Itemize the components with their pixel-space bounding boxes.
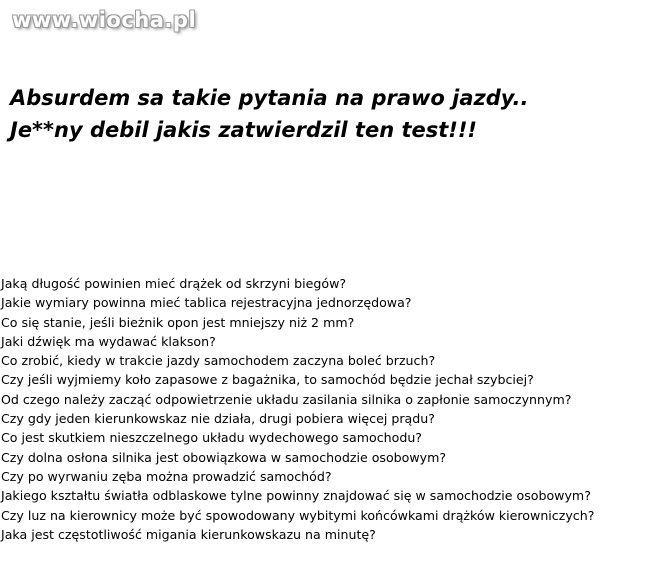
question-list [1,274,594,544]
question-item: Co się stanie, jeśli bieżnik opon jest mniejszy niż 2 mm? [1,314,355,330]
question-item: Czy dolna osłona silnika jest obowiązkowa w samochodzie osobowym? [1,449,447,465]
question-item: Jaka jest częstotliwość migania kierunkowskazu na minutę? [1,526,376,542]
headline [10,82,529,146]
question-item: Jaki dźwięk ma wydawać klakson? [1,333,216,349]
question-item: Jakie wymiary powinna mieć tablica rejestracyjna jednorzędowa? [1,295,412,311]
headline-line-2: Je**ny debil jakis zatwierdzil ten test!!! [10,118,478,142]
question-item: Jakiego kształtu światła odblaskowe tylne powinny znajdować się w samochodzie osobowym? [1,488,591,504]
question-item: Czy luz na kierownicy może być spowodowany wybitymi końcówkami drążków kierowniczych? [1,507,595,523]
question-item: Czy jeśli wyjmiemy koło zapasowe z bagażnika, to samochód będzie jechał szybciej? [1,372,534,388]
question-item: Czy gdy jeden kierunkowskaz nie działa, drugi pobiera więcej prądu? [1,411,435,427]
question-item: Co zrobić, kiedy w trakcie jazdy samochodem zaczyna boleć brzuch? [1,353,436,369]
question-item: Od czego należy zacząć odpowietrzenie układu zasilania silnika o zapłonie samoczynnym? [1,391,572,407]
headline-line-1: Absurdem sa takie pytania na prawo jazdy.. [10,86,529,110]
question-item: Jaką długość powinien mieć drążek od skrzyni biegów? [1,276,347,291]
site-watermark: www.wiocha.pl [12,8,197,32]
question-item: Co jest skutkiem nieszczelnego układu wydechowego samochodu? [1,430,422,446]
question-item: Czy po wyrwaniu zęba można prowadzić samochód? [1,468,332,484]
